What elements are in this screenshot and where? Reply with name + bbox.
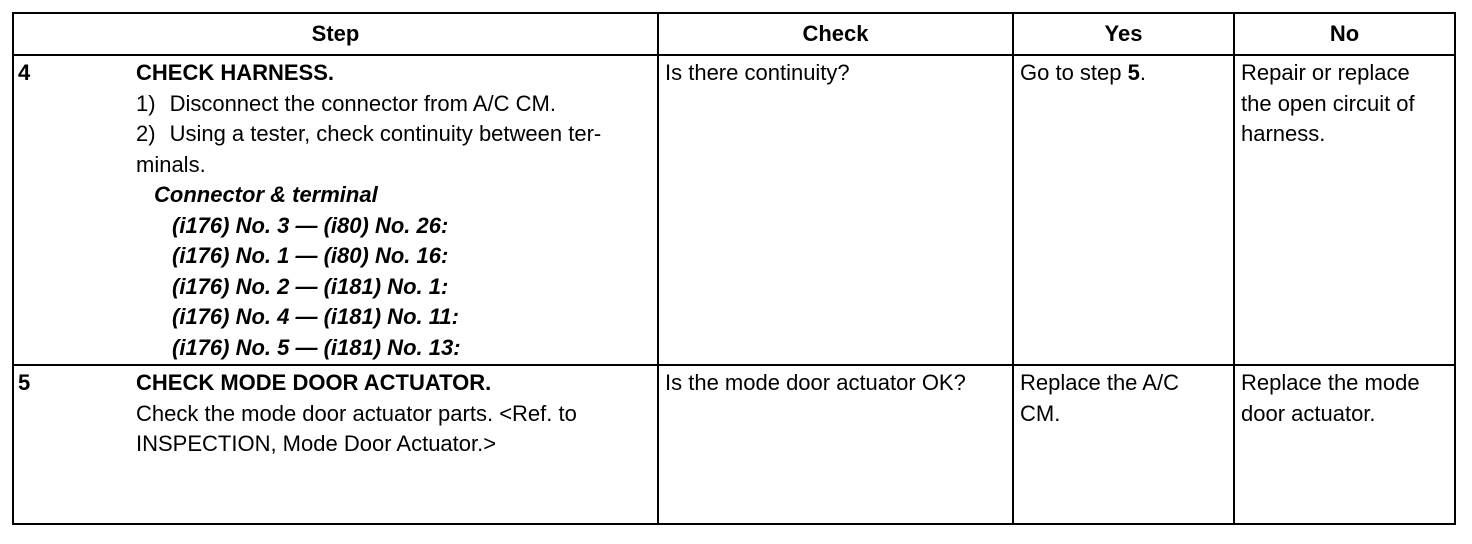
- instruction-continuation: minals.: [136, 151, 206, 177]
- connector-terminal-pair: (i176) No. 3 — (i80) No. 26:: [172, 212, 449, 238]
- yes-prefix: Go to step: [1020, 60, 1128, 85]
- check-cell: [658, 365, 1013, 524]
- check-question: Is there continuity?: [665, 60, 850, 85]
- no-action-line: Replace the mode: [1241, 370, 1420, 395]
- instruction-number: 1): [136, 90, 156, 116]
- step-cell: [13, 365, 658, 524]
- yes-action-line: Replace the A/C: [1020, 370, 1179, 395]
- instruction-item: [136, 119, 651, 150]
- no-action-line: Repair or replace: [1241, 60, 1410, 85]
- header-step: Step: [13, 13, 658, 55]
- instruction-text: Using a tester, check continuity between ter-: [169, 121, 602, 146]
- step-title: CHECK HARNESS.: [136, 60, 335, 85]
- connector-terminal-pair: (i176) No. 4 — (i181) No. 11:: [172, 304, 459, 329]
- yes-cell: [1013, 55, 1234, 365]
- instruction-number: 2): [136, 121, 156, 146]
- yes-cell: [1013, 365, 1234, 524]
- table-row: [13, 55, 1455, 365]
- diagnostic-table: [12, 12, 1456, 525]
- connector-title: Connector & terminal: [154, 182, 378, 207]
- no-action-line: harness.: [1241, 121, 1326, 146]
- step-cell: [13, 55, 658, 365]
- yes-step-ref: 5: [1127, 60, 1140, 85]
- header-no: No: [1234, 13, 1455, 55]
- yes-action: [1020, 58, 1227, 89]
- instruction-item: [136, 89, 651, 120]
- check-cell: [658, 55, 1013, 365]
- no-action-line: door actuator.: [1241, 400, 1376, 426]
- table-row: [13, 365, 1455, 524]
- step-body-line: INSPECTION, Mode Door Actuator.>: [136, 431, 497, 456]
- connector-terminal-pair: (i176) No. 2 — (i181) No. 1:: [172, 273, 449, 299]
- connector-terminal-pair: (i176) No. 5 — (i181) No. 13:: [172, 334, 461, 360]
- no-cell: [1234, 365, 1455, 524]
- instruction-text: Disconnect the connector from A/C CM.: [169, 90, 556, 116]
- header-row: [13, 13, 1455, 55]
- step-number: 5: [18, 370, 31, 395]
- step-number: 4: [18, 60, 31, 85]
- step-title: CHECK MODE DOOR ACTUATOR.: [136, 370, 492, 395]
- yes-action-line: CM.: [1020, 400, 1061, 426]
- no-cell: [1234, 55, 1455, 365]
- yes-suffix: .: [1139, 60, 1146, 85]
- header-check: Check: [658, 13, 1013, 55]
- header-yes: Yes: [1013, 13, 1234, 55]
- no-action-line: the open circuit of: [1241, 90, 1415, 116]
- check-question: Is the mode door actuator OK?: [665, 370, 966, 395]
- step-body-line: Check the mode door actuator parts. <Ref. to: [136, 400, 577, 426]
- connector-terminal-pair: (i176) No. 1 — (i80) No. 16:: [172, 243, 449, 268]
